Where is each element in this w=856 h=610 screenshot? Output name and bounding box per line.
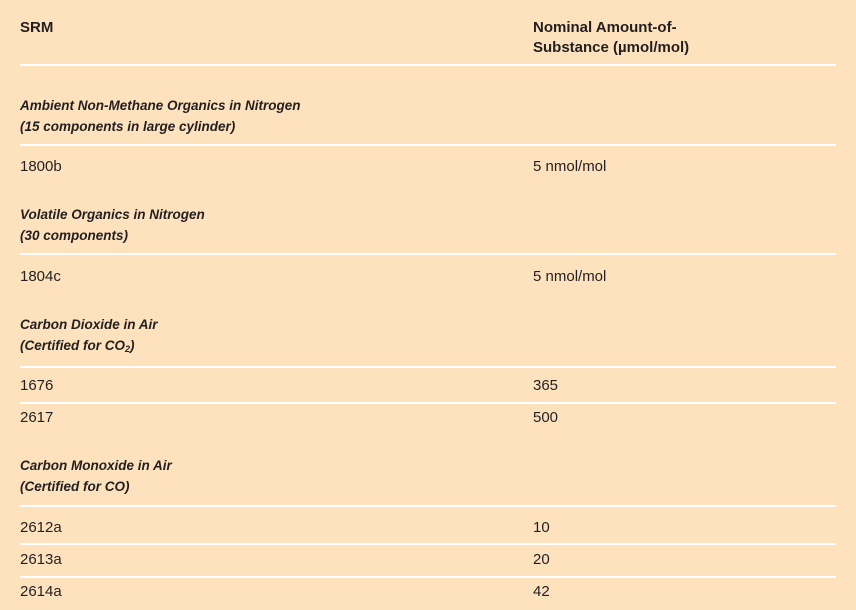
group-title [20,204,205,246]
amount-cell: 5 nmol/mol [533,158,607,175]
header-nominal-amount [533,18,689,58]
group-title [20,95,301,137]
row-divider [20,576,836,578]
row-divider [20,144,836,146]
header-divider [20,64,836,66]
srm-cell: 2614a [20,583,62,600]
amount-cell: 500 [533,409,559,426]
group-title-line2: (15 components in large cylinder) [20,119,236,134]
amount-cell: 365 [533,377,559,394]
srm-cell: 2617 [20,409,54,426]
group-title-line1: Carbon Dioxide in Air [20,317,158,332]
amount-cell: 20 [533,551,550,568]
row-divider [20,402,836,404]
header-srm: SRM [20,19,54,36]
row-divider [20,543,836,545]
header-nominal-line2: Substance (µmol/mol) [533,39,690,56]
group-title-line2: (Certified for CO) [20,479,130,494]
row-divider [20,366,836,368]
group-title-line1: Ambient Non-Methane Organics in Nitrogen [20,98,301,113]
group-title-line1: Volatile Organics in Nitrogen [20,207,205,222]
row-divider [20,505,836,507]
header-nominal-line1: Nominal Amount-of- [533,19,677,36]
srm-cell: 1800b [20,158,62,175]
row-divider [20,253,836,255]
group-title-line1: Carbon Monoxide in Air [20,458,172,473]
srm-cell: 2612a [20,519,62,536]
amount-cell: 5 nmol/mol [533,268,607,285]
group-title [20,314,158,360]
amount-cell: 42 [533,583,550,600]
srm-cell: 1676 [20,377,54,394]
srm-cell: 1804c [20,268,61,285]
srm-cell: 2613a [20,551,62,568]
amount-cell: 10 [533,519,550,536]
group-title-line2: (Certified for $CO_2$) [20,338,135,354]
group-title [20,455,172,497]
group-title-line2: (30 components) [20,228,129,243]
